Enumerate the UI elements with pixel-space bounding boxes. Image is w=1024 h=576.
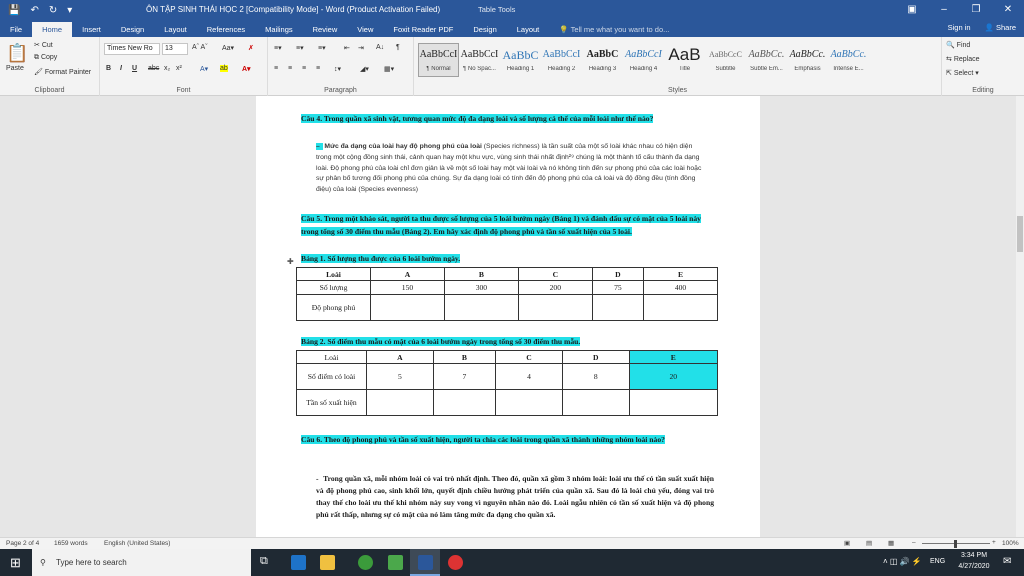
format-painter-button[interactable]: 🖌 Format Painter xyxy=(34,69,92,76)
share-label: Share xyxy=(995,23,1016,32)
tab-table-layout[interactable]: Layout xyxy=(516,25,540,34)
replace-button[interactable]: ⇆ Replace xyxy=(946,56,980,63)
table-row xyxy=(297,281,718,295)
tab-references[interactable]: References xyxy=(206,25,246,34)
table-2[interactable] xyxy=(296,350,718,416)
styles-gallery xyxy=(418,43,869,77)
ribbon-home xyxy=(0,37,1024,96)
line-spacing-icon[interactable]: ↕▾ xyxy=(334,66,342,73)
style-heading-4[interactable] xyxy=(623,43,664,77)
clock-date[interactable]: 4/27/2020 xyxy=(958,563,990,570)
clear-formatting-icon[interactable]: ✗ xyxy=(248,45,254,52)
table-2-caption-text: Bảng 2. Số điểm thu mẫu có mặt của 6 loài bướm ngày trong tổng số 30 điểm thu mẫu. xyxy=(301,337,581,346)
font-name-box[interactable]: Times New Ro xyxy=(104,43,160,55)
paragraph-group-label: Paragraph xyxy=(324,87,357,94)
table-cell[interactable] xyxy=(518,295,592,321)
window-title: ÔN TẬP SINH THÁI HỌC 2 [Compatibility Mode] - Word (Product Activation Failed) xyxy=(146,5,441,14)
style-preview: AaBbCc. xyxy=(830,49,867,60)
numbering-icon[interactable]: ≡▾ xyxy=(296,45,304,52)
word-icon xyxy=(418,555,433,570)
table-cell[interactable] xyxy=(496,390,563,416)
style-normal[interactable] xyxy=(418,43,459,77)
table-cell[interactable] xyxy=(371,295,445,321)
change-case-icon[interactable]: Aa▾ xyxy=(222,45,235,52)
edge-icon[interactable] xyxy=(291,555,306,570)
tab-layout[interactable]: Layout xyxy=(164,25,187,34)
style-heading-1[interactable] xyxy=(500,43,541,77)
select-label: Select xyxy=(953,70,974,77)
table-1-caption-text: Bảng 1. Số lượng thu được của 6 loài bướm ngày. xyxy=(301,254,461,263)
page-count[interactable]: Page 2 of 4 xyxy=(6,540,40,547)
table-row xyxy=(297,351,718,364)
answer-bold-text: Mức đa dạng của loài hay độ phong phú của loài xyxy=(324,143,482,150)
table-cell[interactable] xyxy=(644,295,718,321)
search-placeholder: Type here to search xyxy=(56,558,127,567)
paste-label[interactable]: Paste xyxy=(6,65,24,72)
style-name: Heading 4 xyxy=(629,66,658,72)
windows-taskbar xyxy=(0,549,1024,576)
tell-me-box[interactable]: 💡 Tell me what you want to do... xyxy=(559,25,670,34)
tab-foxit[interactable]: Foxit Reader PDF xyxy=(393,25,454,34)
zoom-level[interactable]: 100% xyxy=(1002,540,1019,547)
clock-time[interactable]: 3:34 PM xyxy=(960,552,988,559)
style-subtle-emphasis[interactable] xyxy=(746,43,787,77)
zoom-in-icon[interactable]: + xyxy=(992,539,996,546)
style-no-spacing[interactable] xyxy=(459,43,500,77)
style-preview: AaBbC xyxy=(586,49,619,60)
style-preview: AaB xyxy=(668,45,701,64)
windows-start-icon[interactable]: ⊞ xyxy=(10,555,21,570)
print-layout-icon[interactable]: ▤ xyxy=(866,540,873,547)
read-mode-icon[interactable]: ▣ xyxy=(844,540,851,547)
table-cell[interactable]: B xyxy=(433,351,496,364)
chrome-icon[interactable] xyxy=(358,555,373,570)
tab-mailings[interactable]: Mailings xyxy=(265,25,293,34)
app-icon[interactable] xyxy=(388,555,403,570)
table-cell[interactable] xyxy=(592,295,643,321)
tab-view[interactable]: View xyxy=(357,25,374,34)
style-name: Title xyxy=(678,66,691,72)
table-2-caption xyxy=(301,336,580,349)
table-cell[interactable]: A xyxy=(367,351,434,364)
save-icon[interactable]: 💾 xyxy=(8,4,21,16)
question-6-answer xyxy=(316,473,714,521)
font-group xyxy=(100,37,268,96)
style-preview: AaBbC xyxy=(502,48,539,62)
document-workspace[interactable] xyxy=(0,96,1016,537)
italic-icon[interactable]: I xyxy=(120,65,122,72)
table-cell[interactable]: 150 xyxy=(371,281,445,295)
table-cell[interactable]: Tần số xuất hiện xyxy=(297,390,367,416)
superscript-icon[interactable]: x² xyxy=(176,65,182,72)
status-bar xyxy=(0,537,1024,549)
style-heading-3[interactable] xyxy=(582,43,623,77)
copy-button[interactable]: ⧉ Copy xyxy=(34,54,58,61)
question-5-text: Câu 5. Trong một khảo sát, người ta thu được số lượng của 5 loài bướm ngày (Bảng 1) và đánh dấu sự có mặt của 5 loài này trong tổng số 30 điểm thu mẫu (Bảng 2). Em hãy xác định độ phong phú và tần số xuất hiện của 5 loài. xyxy=(301,214,701,236)
close-button[interactable]: ✕ xyxy=(1003,4,1013,15)
paste-icon[interactable]: 📋 xyxy=(6,43,29,63)
table-cell[interactable]: A xyxy=(371,268,445,281)
borders-icon[interactable]: ▦▾ xyxy=(384,66,395,73)
style-emphasis[interactable] xyxy=(787,43,828,77)
table-cell[interactable]: 200 xyxy=(518,281,592,295)
table-cell[interactable]: 300 xyxy=(444,281,518,295)
style-preview: AaBbCcI xyxy=(419,49,458,60)
table-cell[interactable]: 7 xyxy=(433,364,496,390)
table-cell[interactable]: Loài xyxy=(297,351,367,364)
style-name: ¶ Normal xyxy=(426,66,451,72)
table-cell[interactable]: Độ phong phú xyxy=(297,295,371,321)
ribbon-tabs xyxy=(0,20,1024,37)
copy-label: Copy xyxy=(40,54,58,61)
table-cell[interactable]: C xyxy=(518,268,592,281)
style-preview: AaBbCcI xyxy=(542,49,581,60)
justify-icon[interactable]: ≡ xyxy=(316,65,321,72)
cut-label: Cut xyxy=(41,42,53,49)
zoom-out-icon[interactable]: – xyxy=(912,539,916,546)
zoom-slider-thumb[interactable] xyxy=(954,540,957,548)
sort-icon[interactable]: A↓ xyxy=(376,44,385,51)
style-name: Heading 1 xyxy=(506,66,535,72)
replace-label: Replace xyxy=(953,56,980,63)
tab-file[interactable]: File xyxy=(10,25,23,34)
table-cell[interactable]: Loài xyxy=(297,268,371,281)
question-6-text: Câu 6. Theo độ phong phú và tần số xuất hiện, người ta chia các loài trong quần xã thành những nhóm loài nào? xyxy=(301,435,665,444)
table-1[interactable] xyxy=(296,267,718,321)
paragraph-group xyxy=(268,37,414,96)
editing-group-label: Editing xyxy=(972,87,994,94)
tab-review[interactable]: Review xyxy=(312,25,338,34)
style-preview: AaBbCcI xyxy=(460,49,499,60)
style-name: Emphasis xyxy=(794,66,821,72)
table-cell[interactable]: D xyxy=(562,351,629,364)
font-color-icon[interactable]: A▾ xyxy=(242,66,251,73)
text-effects-icon[interactable]: A▾ xyxy=(200,66,209,73)
table-cell[interactable]: B xyxy=(444,268,518,281)
grow-font-icon[interactable]: Aˆ Aˇ xyxy=(192,44,208,51)
find-button[interactable]: 🔍 Find xyxy=(946,42,971,49)
answer-body-text: (Species richness) là tần suất của một số loài khác nhau có hiện diện trong một cộng đồng sinh thái, cảnh quan hay một khu vực, vùng sinh thái nhất định²⁹ chúng là một thành tố cấu thành đa dạng loài. Độ phong phú của loài chỉ đơn giản là về một số loài hay một vài loài và nó không tính đến sự phong phú của các loài hoặc sự phân bố tương đối phong phú của chúng. Sự đa dạng loài có tính đến độ phong phú của cả loài và độ đồng đều (tính đồng điệu) của loài (Species evenness) xyxy=(316,143,702,194)
table-cell[interactable]: Số điểm có loài xyxy=(297,364,367,390)
notification-icon[interactable]: ✉ xyxy=(1003,556,1012,567)
question-4 xyxy=(301,113,701,126)
tab-home[interactable]: Home xyxy=(32,22,72,37)
table-cell[interactable] xyxy=(367,390,434,416)
align-center-icon[interactable]: ≡ xyxy=(288,65,293,72)
title-bar xyxy=(0,0,1024,20)
table-cell[interactable] xyxy=(433,390,496,416)
style-preview: AaBbCc. xyxy=(748,49,785,60)
find-label: Find xyxy=(956,42,971,49)
word-taskbar-button[interactable] xyxy=(410,549,440,576)
table-row xyxy=(297,390,718,416)
styles-group-label: Styles xyxy=(667,87,688,94)
tab-design[interactable]: Design xyxy=(120,25,145,34)
decrease-indent-icon[interactable]: ⇤ xyxy=(344,45,350,52)
style-preview: AaBbCcI xyxy=(625,49,662,60)
style-name: Subtle Em... xyxy=(750,66,783,72)
ribbon-display-icon[interactable]: ▣ xyxy=(907,4,917,15)
style-subtitle[interactable] xyxy=(705,43,746,77)
taskbar-search[interactable] xyxy=(32,549,251,576)
table-row xyxy=(297,295,718,321)
font-size-box[interactable]: 13 xyxy=(162,43,188,55)
file-explorer-icon[interactable] xyxy=(320,555,335,570)
align-right-icon[interactable]: ≡ xyxy=(302,65,307,72)
style-intense-emphasis[interactable] xyxy=(828,43,869,77)
style-heading-2[interactable] xyxy=(541,43,582,77)
input-language[interactable]: ENG xyxy=(930,558,946,565)
style-preview: AaBbCc. xyxy=(789,49,826,60)
clipboard-group xyxy=(0,37,100,96)
table-cell[interactable]: 4 xyxy=(496,364,563,390)
table-cell[interactable]: D xyxy=(592,268,643,281)
document-page[interactable] xyxy=(256,96,760,537)
style-name: Intense E... xyxy=(833,66,864,72)
subscript-icon[interactable]: x₂ xyxy=(164,65,171,72)
question-4-answer xyxy=(316,142,706,196)
sign-in-link[interactable]: Sign in xyxy=(947,23,971,32)
table-cell[interactable]: E xyxy=(629,351,717,364)
table-cell[interactable]: C xyxy=(496,351,563,364)
editing-group xyxy=(942,37,1024,96)
table-cell[interactable] xyxy=(562,390,629,416)
foxit-icon[interactable] xyxy=(448,555,463,570)
word-count[interactable]: 1659 words xyxy=(54,540,88,547)
style-name: ¶ No Spac... xyxy=(463,66,496,72)
font-group-label: Font xyxy=(176,87,191,94)
tab-table-design[interactable]: Design xyxy=(473,25,497,34)
question-6 xyxy=(301,434,717,447)
style-title[interactable] xyxy=(664,43,705,77)
share-button[interactable]: 👤 Share xyxy=(984,23,1016,32)
answer-bullet: - xyxy=(316,474,324,483)
system-tray-icons[interactable]: ˄ ◫ 🔊 ⚡ xyxy=(883,557,922,566)
style-name: Heading 3 xyxy=(588,66,617,72)
table-cell[interactable] xyxy=(444,295,518,321)
table-cell[interactable]: 20 xyxy=(629,364,717,390)
table-move-handle-icon[interactable]: ✚ xyxy=(287,257,294,266)
undo-icon[interactable]: ↶ xyxy=(30,4,39,16)
search-icon: ⚲ xyxy=(40,558,46,567)
restore-button[interactable]: ❐ xyxy=(971,4,981,15)
table-cell[interactable]: 400 xyxy=(644,281,718,295)
redo-icon[interactable]: ↻ xyxy=(48,4,58,16)
select-button[interactable]: ⇱ Select ▾ xyxy=(946,70,979,77)
style-name: Subtitle xyxy=(715,66,736,72)
table-1-caption xyxy=(301,253,460,266)
question-4-text: Câu 4. Trong quần xã sinh vật, tương quan mức độ đa dạng loài và số lượng cá thể của mỗi loài như thế nào? xyxy=(301,114,654,123)
question-5 xyxy=(301,213,717,238)
bold-icon[interactable]: B xyxy=(106,65,112,72)
task-view-icon[interactable]: ⧉ xyxy=(260,555,268,567)
highlight-color-icon[interactable]: ab xyxy=(220,65,228,72)
scrollbar-thumb[interactable] xyxy=(1017,216,1023,252)
table-row xyxy=(297,364,718,390)
bullets-icon[interactable]: ≡▾ xyxy=(274,45,282,52)
show-marks-icon[interactable]: ¶ xyxy=(396,44,400,51)
strikethrough-icon[interactable]: abc xyxy=(148,65,160,72)
customize-quick-access-icon[interactable]: ▾ xyxy=(67,4,73,16)
answer-bullet: – xyxy=(316,143,323,150)
style-preview: AaBbCcC xyxy=(709,50,742,59)
underline-icon[interactable]: U xyxy=(132,65,138,72)
cut-button[interactable]: ✂ Cut xyxy=(34,42,53,49)
table-row xyxy=(297,268,718,281)
web-layout-icon[interactable]: ▦ xyxy=(888,540,895,547)
table-cell[interactable] xyxy=(629,390,717,416)
tab-insert[interactable]: Insert xyxy=(82,25,101,34)
table-cell[interactable]: E xyxy=(644,268,718,281)
language-indicator[interactable]: English (United States) xyxy=(104,540,171,547)
question-6-answer-text: Trong quần xã, mỗi nhóm loài có vai trò nhất định. Theo đó, quần xã gồm 3 nhóm loài: loài ưu thế có tần suất xuất hiện và độ phong phú cao, sinh khối lớn, quyết định chiều hướng phát triển của quần xã. Sau đó là loài chủ yếu, đóng vai trò thay thế cho loài ưu thế khi nhóm này suy vong vì nguyên nhân nào đó. Loài ngẫu nhiên có tần số xuất hiện và độ phong phú rất thấp, nhưng sự có mặt của nó làm tăng mức đa dạng cho quần xã. xyxy=(316,474,714,519)
shading-icon[interactable]: ◢▾ xyxy=(360,66,369,73)
increase-indent-icon[interactable]: ⇥ xyxy=(358,45,364,52)
table-cell[interactable]: Số lượng xyxy=(297,281,371,295)
clipboard-group-label: Clipboard xyxy=(34,87,65,94)
table-cell[interactable]: 75 xyxy=(592,281,643,295)
style-name: Heading 2 xyxy=(547,66,576,72)
multilevel-list-icon[interactable]: ≡▾ xyxy=(318,45,326,52)
table-tools-label: Table Tools xyxy=(478,5,516,14)
minimize-button[interactable]: – xyxy=(941,4,947,15)
tell-me-text: Tell me what you want to do... xyxy=(570,25,670,34)
align-left-icon[interactable]: ≡ xyxy=(274,65,279,72)
vertical-scrollbar[interactable] xyxy=(1016,96,1024,537)
format-painter-label: Format Painter xyxy=(44,69,92,76)
table-cell[interactable]: 5 xyxy=(367,364,434,390)
table-cell[interactable]: 8 xyxy=(562,364,629,390)
